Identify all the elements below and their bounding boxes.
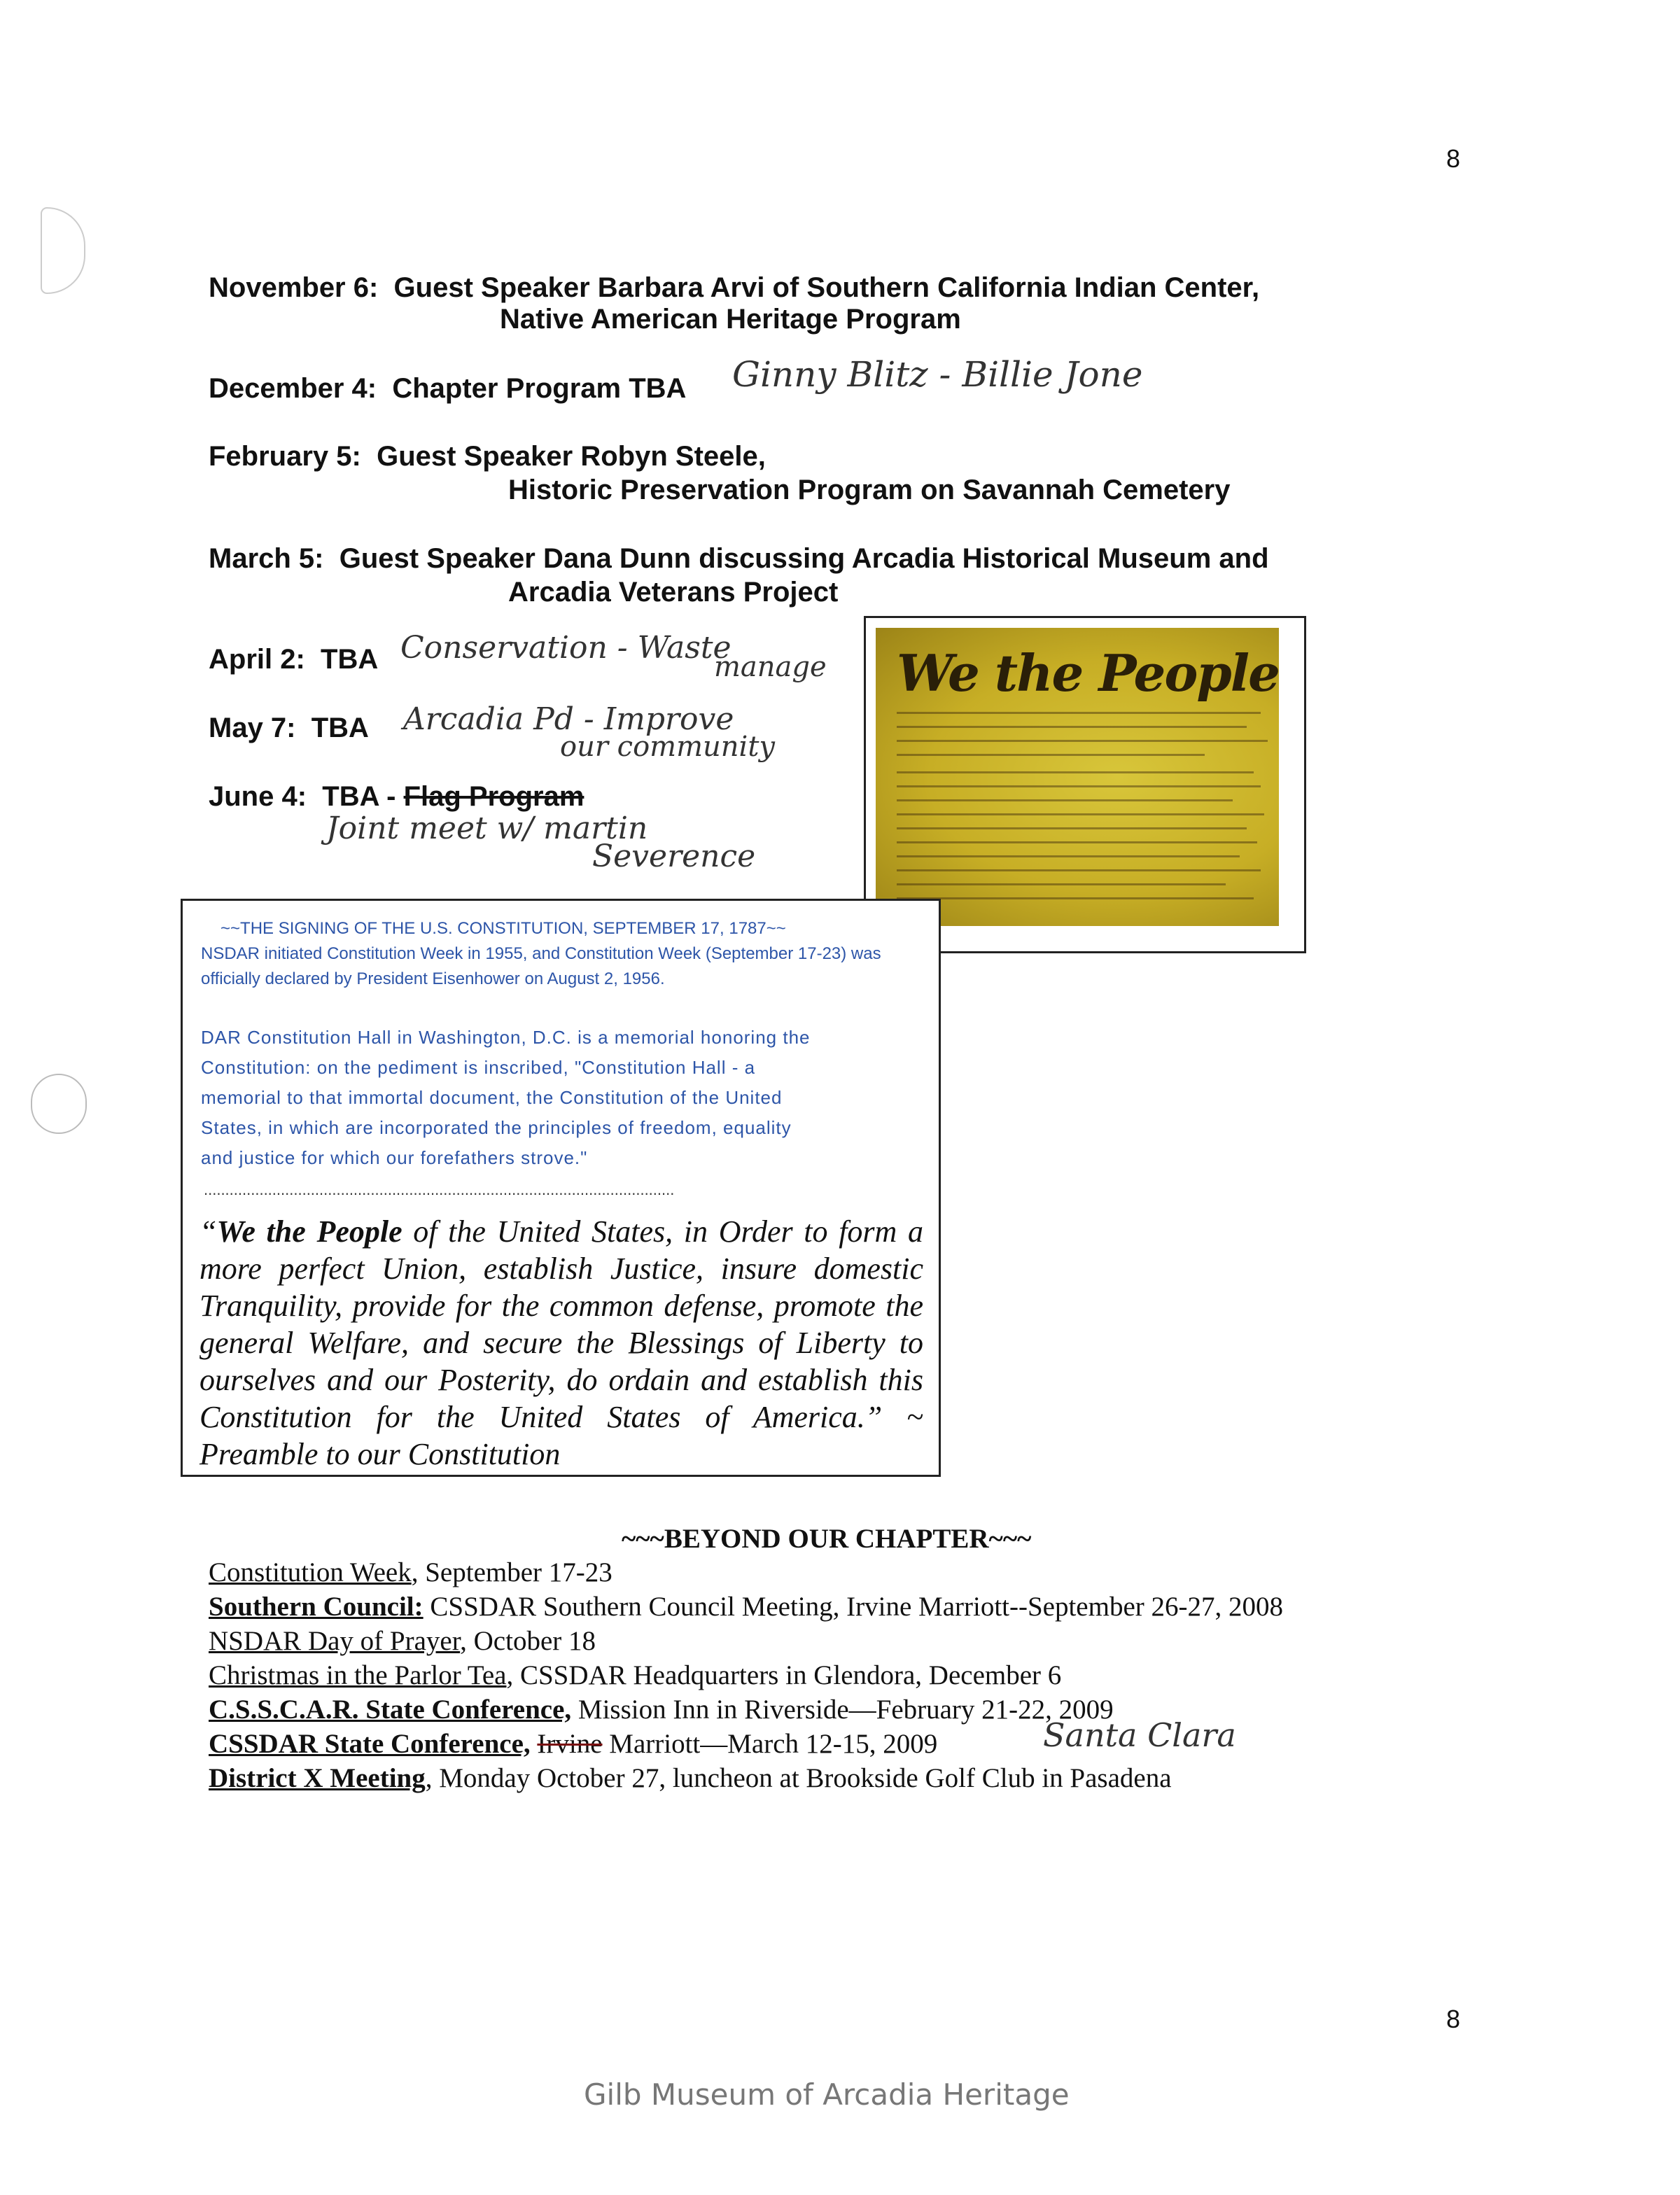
constitution-info-box: [181, 899, 941, 1477]
beyond-item-day-of-prayer: NSDAR Day of Prayer, October 18: [209, 1626, 596, 1656]
hall-line-5: and justice for which our forefathers strove.": [201, 1147, 588, 1168]
may-text: TBA: [311, 713, 369, 743]
beyond-item-label: Christmas in the Parlor Tea: [209, 1660, 507, 1690]
preamble-body: of the United States, in Order to form a more perfect Union, establish Justice, insure domestic Tranquility, provide for the common defense, promote the general Welfare, and secure the Blessings of Liberty to ourselves and our Posterity, do ordain and establish this Constitution for the United States of America.” ~ Preamble to our Constitution: [200, 1214, 923, 1471]
beyond-item-text: Marriott—March 12-15, 2009: [602, 1729, 938, 1759]
page-number-bottom: 8: [1446, 2005, 1461, 2033]
beyond-item-text: Monday October 27, luncheon at Brookside Golf Club in Pasadena: [432, 1763, 1172, 1793]
beyond-heading: ~~~BEYOND OUR CHAPTER~~~: [622, 1524, 1032, 1554]
beyond-item-text: Mission Inn in Riverside—February 21-22, 2009: [571, 1695, 1114, 1725]
december-label: December 4:: [209, 373, 377, 404]
dotted-divider: ..............................................................................................................: [204, 1181, 675, 1198]
december-handwritten-note: Ginny Blitz - Billie Jone: [732, 354, 1143, 395]
march-text-line2: Arcadia Veterans Project: [508, 577, 839, 608]
preamble-text: [200, 1213, 923, 1473]
november-text-line2: Native American Heritage Program: [500, 304, 961, 335]
may-label: May 7:: [209, 713, 296, 743]
april-handwritten-note-2: manage: [714, 651, 827, 683]
april-handwritten-note: Conservation - Waste: [400, 630, 732, 666]
preamble-we-the-people: We the People: [216, 1214, 402, 1249]
beyond-item-label: NSDAR Day of Prayer: [209, 1626, 461, 1656]
schedule-april: [209, 644, 378, 675]
beyond-item-text: CSSDAR Headquarters in Glendora, December 6: [513, 1660, 1062, 1690]
we-the-people-title: We the People: [897, 643, 1279, 703]
binder-mark-top: [41, 207, 85, 294]
hall-line-2: Constitution: on the pediment is inscribed, "Constitution Hall - a: [201, 1057, 756, 1078]
beyond-item-text: CSSDAR Southern Council Meeting, Irvine Marriott--September 26-27, 2008: [423, 1592, 1283, 1622]
november-text: Guest Speaker Barbara Arvi of Southern California Indian Center,: [393, 272, 1260, 303]
schedule-february: [209, 441, 766, 472]
beyond-item-text: October 18: [466, 1626, 596, 1656]
schedule-march: [209, 543, 1269, 575]
march-label: March 5:: [209, 543, 324, 574]
february-text-line2: Historic Preservation Program on Savannah Cemetery: [508, 475, 1231, 505]
february-label: February 5:: [209, 441, 361, 472]
schedule-november: [209, 272, 1259, 304]
april-text: TBA: [321, 644, 379, 675]
beyond-item-parlor-tea: Christmas in the Parlor Tea, CSSDAR Headquarters in Glendora, December 6: [209, 1660, 1062, 1690]
beyond-item-label: CSSDAR State Conference,: [209, 1729, 531, 1759]
november-label: November 6:: [209, 272, 379, 303]
signing-heading: ~~THE SIGNING OF THE U.S. CONSTITUTION, SEPTEMBER 17, 1787~~: [220, 919, 786, 938]
nsdar-paragraph: NSDAR initiated Constitution Week in 1955, and Constitution Week (September 17-23) was officially declared by President Eisenhower on August 2, 1956.: [201, 944, 881, 988]
binder-hole-middle: [31, 1074, 87, 1134]
june-handwritten-note-2: Severence: [592, 839, 756, 874]
february-text: Guest Speaker Robyn Steele,: [377, 441, 766, 472]
page-number-top: 8: [1446, 144, 1461, 173]
beyond-item-label: District X Meeting: [209, 1763, 426, 1793]
constitution-hall-paragraph: [201, 1023, 929, 1173]
hall-line-4: States, in which are incorporated the principles of freedom, equality: [201, 1117, 792, 1138]
beyond-item-district-x: District X Meeting, Monday October 27, luncheon at Brookside Golf Club in Pasadena: [209, 1763, 1172, 1793]
beyond-item-label: C.S.S.C.A.R. State Conference,: [209, 1695, 572, 1725]
beyond-item-constitution-week: Constitution Week, September 17-23: [209, 1557, 612, 1587]
june-handwritten-note: Joint meet w/ martin: [326, 811, 648, 846]
june-label: June 4:: [209, 781, 307, 812]
april-label: April 2:: [209, 644, 305, 675]
beyond-item-label: Southern Council:: [209, 1592, 424, 1622]
beyond-item-text: September 17-23: [418, 1557, 612, 1587]
june-struck-text: Flag Program: [403, 781, 584, 812]
hall-line-1: DAR Constitution Hall in Washington, D.C. is a memorial honoring the: [201, 1027, 811, 1048]
beyond-item-southern-council: [209, 1591, 1283, 1622]
beyond-item-label: Constitution Week: [209, 1557, 412, 1587]
santa-clara-handwritten-note: Santa Clara: [1043, 1716, 1236, 1754]
june-text: TBA -: [322, 781, 404, 812]
march-text: Guest Speaker Dana Dunn discussing Arcadia Historical Museum and: [339, 543, 1269, 574]
schedule-june: [209, 781, 584, 813]
may-handwritten-note-2: our community: [560, 731, 776, 763]
december-text: Chapter Program TBA: [392, 373, 687, 404]
preamble-open-quote: “: [200, 1214, 217, 1249]
beyond-item-cssar-conference: [209, 1694, 1114, 1725]
beyond-item-cssdar-conference: [209, 1728, 937, 1760]
struck-word: Irvine: [537, 1729, 603, 1759]
schedule-december: [209, 373, 686, 405]
hall-line-3: memorial to that immortal document, the Constitution of the United: [201, 1087, 783, 1108]
parchment-graphic: [876, 628, 1279, 926]
schedule-may: [209, 713, 369, 744]
footer-watermark: Gilb Museum of Arcadia Heritage: [584, 2077, 1070, 2112]
may-handwritten-note: Arcadia Pd - Improve: [403, 701, 734, 737]
